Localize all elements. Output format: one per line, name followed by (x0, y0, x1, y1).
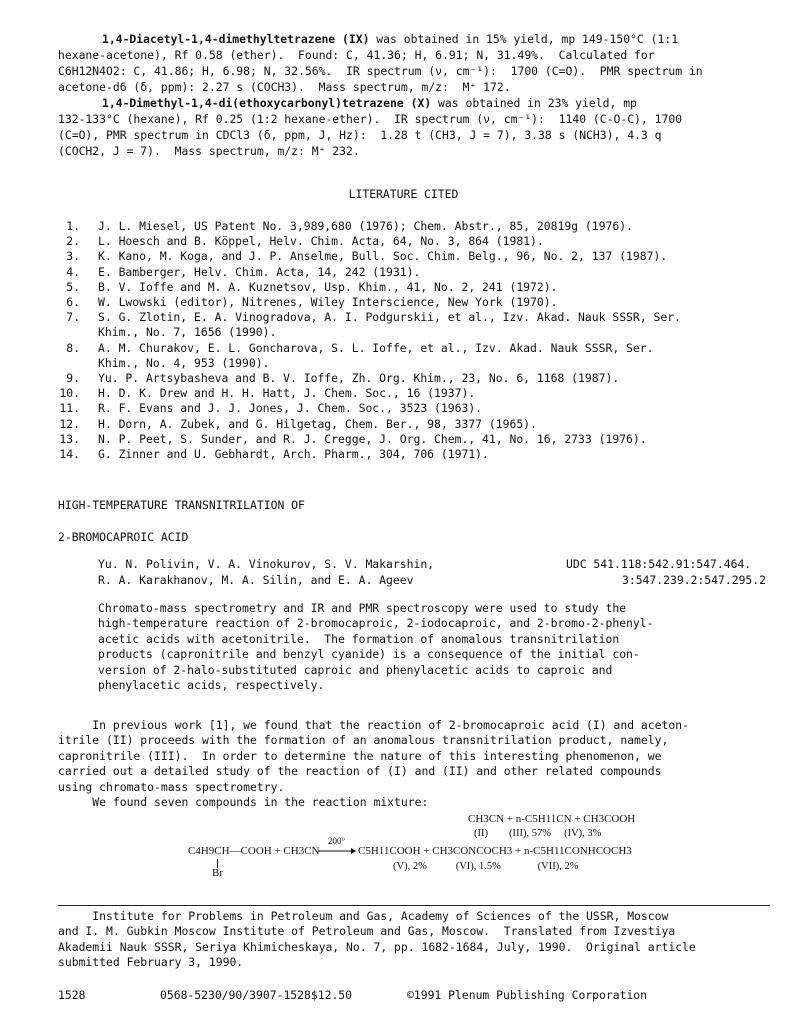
reference-number: 7. (66, 310, 80, 325)
reference-number: 4. (66, 264, 80, 279)
article-title-line2: 2-BROMOCAPROIC ACID (58, 530, 189, 544)
reference-text: E. Bamberger, Helv. Chim. Acta, 14, 242 (1931). (98, 264, 421, 279)
reference-text: S. G. Zlotin, E. A. Vinogradova, A. I. Podgurskii, et al., Izv. Akad. Nauk SSSR, Ser. (98, 310, 681, 325)
udc-line2: 3:547.239.2:547.295.2 (621, 573, 766, 587)
reaction-arrow (318, 846, 356, 856)
reference-number: 8. (66, 340, 80, 355)
scheme-br: Br (212, 867, 223, 879)
abstract-line: high-temperature reaction of 2-bromocaproic, 2-iodocaproic, and 2-bromo-2-phenyl- (98, 616, 654, 631)
reference-text: A. M. Churakov, E. L. Goncharova, S. L. Ioffe, et al., Izv. Akad. Nauk SSSR, Ser. (98, 340, 654, 355)
compound-x-line2: 132-133°C (hexane), Rf 0.25 (1:2 hexane-ether). IR spectrum (ν, cm⁻¹): 1140 (C-O-C), 1700 (58, 112, 683, 126)
reference-text: B. V. Ioffe and M. A. Kuznetsov, Usp. Khim., 41, No. 2, 241 (1972). (98, 279, 558, 294)
compound-x-line1-rest: was obtained in 23% yield, mp (431, 96, 637, 110)
scheme-products-bottom: C5H11COOH + CH3CONCOCH3 + n-C5H11CONHCOCH3 (358, 845, 632, 857)
journal-code: 0568-5230/90/3907-1528$12.50 (160, 988, 353, 1002)
scheme-labels-bottom: (V), 2% (VI), 1.5% (VII), 2% (393, 861, 579, 872)
page-number: 1528 (58, 988, 86, 1002)
reference-text: H. Dorn, A. Zubek, and G. Hilgetag, Chem. Ber., 98, 3377 (1965). (98, 416, 537, 431)
reference-number: 5. (66, 279, 80, 294)
reference-number: 13. (59, 431, 80, 446)
abstract-line: Chromato-mass spectrometry and IR and PMR spectroscopy were used to study the (98, 601, 627, 615)
copyright: ©1991 Plenum Publishing Corporation (407, 988, 648, 1002)
body-line: capronitrile (III). In order to determine the nature of this interesting phenomenon, we (58, 748, 662, 763)
footnote-line: Institute for Problems in Petroleum and Gas, Academy of Sciences of the USSR, Moscow (58, 909, 669, 923)
reference-number: 9. (66, 371, 80, 385)
body-line: itrile (II) proceeds with the formation of an anomalous transnitrilation product, namely, (58, 733, 669, 748)
compound-ix-line4: acetone-d6 (δ, ppm): 2.27 s (COCH3). Mass spectrum, m/z: M⁺ 172. (58, 80, 511, 94)
body-line: using chromato-mass spectrometry. (58, 779, 285, 794)
compound-ix-name: 1,4-Diacetyl-1,4-dimethyltetrazene (IX) (102, 32, 370, 46)
compound-x-name: 1,4-Dimethyl-1,4-di(ethoxycarbonyl)tetrazene (X) (102, 96, 432, 110)
body-line: We found seven compounds in the reaction mixture: (58, 795, 429, 809)
compound-ix-line3: C6H12N4O2: C, 41.86; H, 6.98; N, 32.56%. IR spectrum (ν, cm⁻¹): 1700 (C=O). PMR spectrum in (58, 64, 703, 78)
reference-number: 12. (59, 416, 80, 431)
reference-text: N. P. Peet, S. Sunder, and R. J. Cregge, J. Org. Chem., 41, No. 16, 2733 (1976). (98, 431, 647, 446)
body-line: carried out a detailed study of the reaction of (I) and (II) and other related compounds (58, 764, 662, 779)
footnote-rule (58, 905, 770, 906)
compound-x-line4: (COCH2, J = 7). Mass spectrum, m/z: M⁺ 232. (58, 144, 360, 158)
article-title-line1: HIGH-TEMPERATURE TRANSNITRILATION OF (58, 498, 305, 512)
reference-text: J. L. Miesel, US Patent No. 3,989,680 (1976); Chem. Abstr., 85, 20819g (1976). (98, 219, 633, 233)
reference-text: K. Kano, M. Koga, and J. P. Anselme, Bull. Soc. Chim. Belg., 96, No. 2, 137 (1987). (98, 249, 668, 264)
abstract-line: version of 2-halo-substituted caproic and phenylacetic acids to caproic and (98, 662, 613, 677)
authors-line2: R. A. Karakhanov, M. A. Silin, and E. A. Ageev (98, 573, 414, 587)
body-line: In previous work [1], we found that the reaction of 2-bromocaproic acid (I) and aceton- (58, 718, 689, 732)
reference-number: 2. (66, 234, 80, 249)
scheme-reactants: C4H9CH—COOH + CH3CN (188, 845, 320, 857)
reference-number: 6. (66, 295, 80, 309)
reference-text: Khim., No. 7, 1656 (1990). (98, 325, 277, 340)
reference-text: H. D. K. Drew and H. H. Hatt, J. Chem. Soc., 16 (1937). (98, 386, 476, 401)
literature-heading: LITERATURE CITED (348, 187, 459, 201)
scheme-products-top: CH3CN + n-C5H11CN + CH3COOH (468, 813, 636, 825)
footnote-line: and I. M. Gubkin Moscow Institute of Petroleum and Gas, Moscow. Translated from Izvestiya (58, 924, 676, 939)
reference-text: G. Zinner and U. Gebhardt, Arch. Pharm., 304, 706 (1971). (98, 447, 489, 461)
reference-text: W. Lwowski (editor), Nitrenes, Wiley Interscience, New York (1970). (98, 295, 558, 309)
reference-text: L. Hoesch and B. Köppel, Helv. Chim. Acta, 64, No. 3, 864 (1981). (98, 234, 544, 249)
reference-number: 11. (59, 401, 80, 416)
scheme-condition: 200° (328, 836, 346, 846)
abstract-line: acetic acids with acetonitrile. The formation of anomalous transnitrilation (98, 631, 620, 646)
footnote-line: submitted February 3, 1990. (58, 955, 244, 970)
reference-number: 10. (59, 386, 80, 401)
compound-x-line3: (C=O), PMR spectrum in CDCl3 (δ, ppm, J, Hz): 1.28 t (CH3, J = 7), 3.38 s (NCH3), 4.3 q (58, 128, 662, 142)
reference-text: Yu. P. Artsybasheva and B. V. Ioffe, Zh. Org. Khim., 23, No. 6, 1168 (1987). (98, 371, 620, 385)
reference-number: 3. (66, 249, 80, 264)
udc-line1: UDC 541.118:542.91:547.464. (566, 557, 752, 571)
reference-number: 14. (59, 447, 80, 461)
footnote-line: Akademii Nauk SSSR, Seriya Khimicheskaya, No. 7, pp. 1682-1684, July, 1990. Original article (58, 939, 696, 954)
compound-ix-line1-rest: was obtained in 15% yield, mp 149-150°C (1:1 (369, 32, 679, 46)
reference-number: 1. (66, 219, 80, 233)
compound-ix-line2: hexane-acetone), Rf 0.58 (ether). Found: C, 41.36; H, 6.91; N, 31.49%. Calculated for (58, 48, 655, 62)
reference-text: R. F. Evans and J. J. Jones, J. Chem. Soc., 3523 (1963). (98, 401, 483, 416)
authors-line1: Yu. N. Polivin, V. A. Vinokurov, S. V. Makarshin, (98, 557, 435, 571)
abstract-line: phenylacetic acids, respectively. (98, 678, 325, 692)
reference-text: Khim., No. 4, 953 (1990). (98, 355, 270, 370)
abstract-line: products (capronitrile and benzyl cyanide) is a consequence of the initial con- (98, 647, 640, 662)
scheme-labels-top: (II) (III), 57% (IV), 3% (474, 828, 602, 839)
